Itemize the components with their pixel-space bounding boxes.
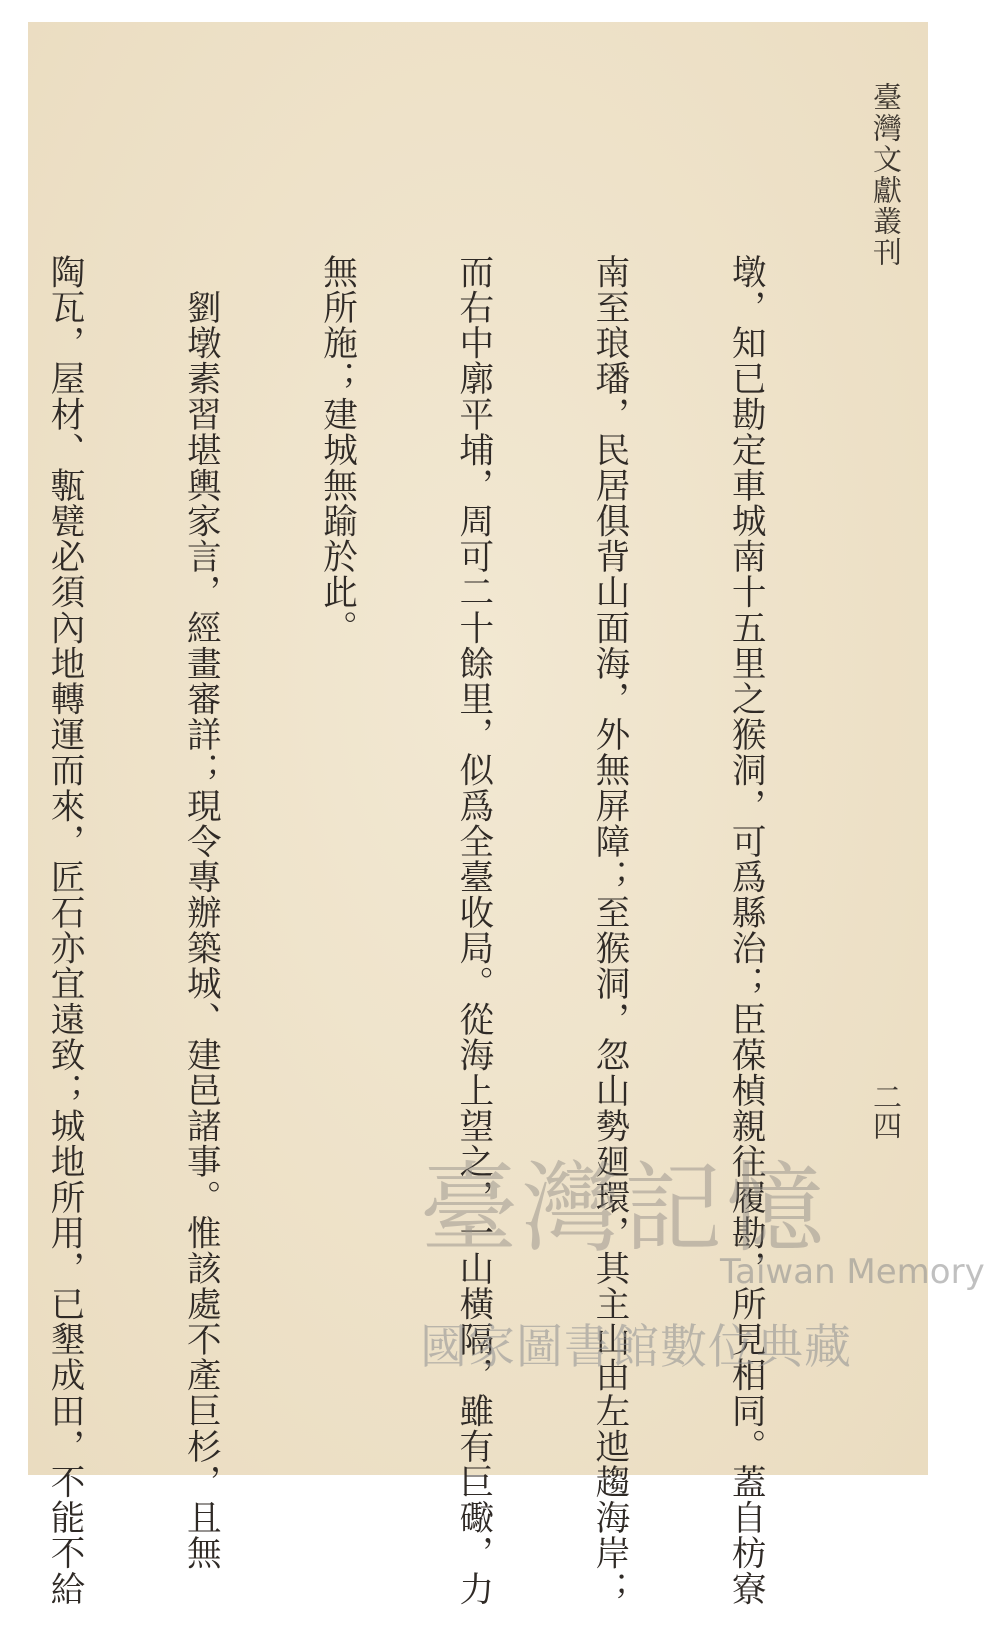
- watermark-logo-text: 臺灣記憶: [420, 1152, 829, 1266]
- text-column: 無所施；建城無踰於此。: [316, 254, 357, 646]
- book-page: [28, 22, 928, 1607]
- text-column: 南至琅璠，民居俱背山面海，外無屏障；至猴洞，忽山勢廻環，其主山由左迆趨海岸；: [588, 254, 629, 1607]
- text-column: 墩，知已勘定車城南十五里之猴洞，可爲縣治；臣葆楨親往履勘，所見相同。蓋自枋寮: [725, 254, 766, 1607]
- series-title: 臺灣文獻叢刊: [869, 82, 903, 268]
- body-text: [44, 254, 858, 1607]
- text-column: 劉墩素習堪輿家言，經畫審詳；現令專辦築城、建邑諸事。惟該處不產巨杉，且無: [180, 254, 221, 1571]
- page-number: 二四: [869, 1082, 903, 1140]
- text-column: 而右中廓平埔，周可二十餘里，似爲全臺收局。從海上望之，一山橫隔，雖有巨礮，力: [452, 254, 493, 1607]
- watermark-english: Taiwan Memory: [720, 1252, 985, 1292]
- watermark-institution: 國家圖書館數位典藏: [420, 1320, 852, 1375]
- text-column: 陶瓦，屋材、甎甓必須內地轉運而來，匠石亦宜遠致；城地所用，已墾成田，不能不給: [44, 254, 85, 1607]
